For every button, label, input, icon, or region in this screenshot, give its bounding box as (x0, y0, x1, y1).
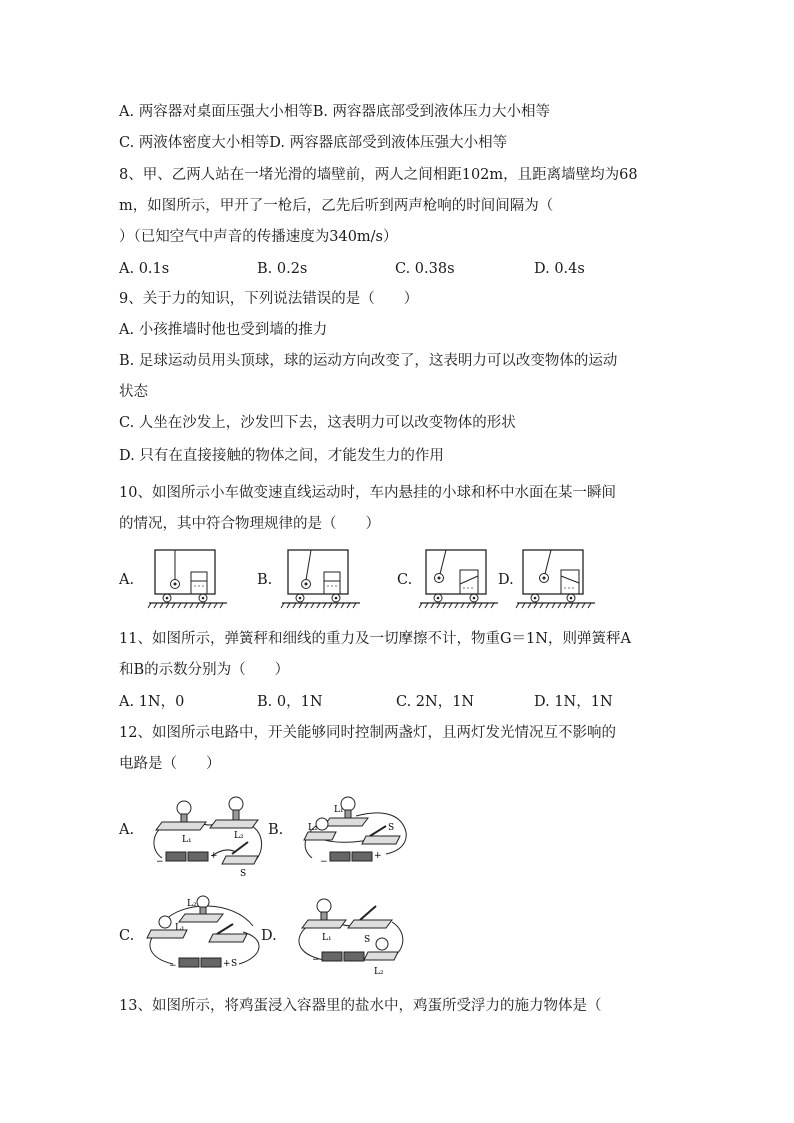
q12-label-a: A. (119, 822, 135, 838)
q8-stem-line1: 8、甲、乙两人站在一堵光滑的墙壁前，两人之间相距102m，且距离墙壁均为68 (119, 167, 638, 183)
q10-figure-b (280, 548, 364, 610)
q12-d-label-minus: − (312, 955, 320, 965)
q8-options (119, 259, 679, 279)
q9-option-d: D. 只有在直接接触的物体之间，才能发生力的作用 (119, 448, 444, 464)
q12-c-label-l1: L₁ (175, 923, 185, 933)
q12-b-label-s: S (388, 823, 395, 833)
q8-option-c: C. 0.38s (395, 261, 455, 277)
q9-stem: 9、关于力的知识，下列说法错误的是（ ） (119, 291, 419, 307)
q10-label-b: B. (257, 572, 273, 588)
q9-option-a: A. 小孩推墙时他也受到墙的推力 (119, 322, 328, 338)
q7-option-cd: C. 两液体密度大小相等D. 两容器底部受到液体压强大小相等 (119, 135, 508, 151)
q10-label-c: C. (397, 572, 413, 588)
q12-circuit-a (148, 792, 268, 878)
q12-a-label-l1: L₁ (182, 835, 192, 845)
q10-figure-a (147, 548, 231, 610)
q8-stem-line3: ）（已知空气中声音的传播速度为340m/s） (119, 229, 398, 245)
q12-label-c: C. (119, 928, 135, 944)
q8-option-d: D. 0.4s (534, 261, 585, 277)
q11-option-a: A. 1N，0 (119, 694, 185, 710)
q8-stem-line2: m，如图所示，甲开了一枪后，乙先后听到两声枪响的时间间隔为（ (119, 198, 554, 214)
q12-c-label-l2: L₂ (187, 899, 197, 909)
q12-b-label-l1: L₁ (334, 805, 344, 815)
q12-stem-line2: 电路是（ ） (119, 756, 221, 772)
q12-b-label-l2: L₂ (308, 823, 318, 833)
q12-a-label-minus: − (156, 857, 164, 867)
q11-option-b: B. 0，1N (257, 694, 323, 710)
q11-options (119, 692, 679, 712)
q11-option-c: C. 2N，1N (396, 694, 475, 710)
q10-figure-d (515, 548, 599, 610)
q12-a-label-s: S (240, 869, 247, 878)
q11-stem-line2: 和B的示数分别为（ ） (119, 662, 290, 678)
q10-stem-line2: 的情况，其中符合物理规律的是（ ） (119, 516, 380, 532)
q12-c-label-plus: + (223, 959, 231, 969)
q9-option-b-line2: 状态 (119, 384, 148, 400)
q12-a-label-plus: + (210, 851, 218, 861)
q10-label-d: D. (498, 572, 514, 588)
q12-c-label-minus: − (169, 961, 177, 971)
q12-a-label-l2: L₂ (234, 831, 244, 841)
q7-option-ab: A. 两容器对桌面压强大小相等B. 两容器底部受到液体压力大小相等 (119, 104, 551, 120)
q12-b-label-minus: − (320, 857, 328, 867)
q10-figure-c (418, 548, 502, 610)
q12-stem-line1: 12、如图所示电路中，开关能够同时控制两盏灯，且两灯发光情况互不影响的 (119, 725, 616, 741)
q12-d-label-l1: L₁ (322, 933, 332, 943)
q11-stem-line1: 11、如图所示，弹簧秤和细线的重力及一切摩擦不计，物重G＝1N，则弹簧秤A (119, 631, 631, 647)
q12-b-label-plus: + (374, 851, 382, 861)
q11-option-d: D. 1N，1N (534, 694, 613, 710)
q12-c-label-s: S (231, 959, 238, 969)
q12-label-d: D. (261, 928, 277, 944)
q9-option-c: C. 人坐在沙发上，沙发凹下去，这表明力可以改变物体的形状 (119, 415, 516, 431)
q12-label-b: B. (268, 822, 284, 838)
q8-option-b: B. 0.2s (257, 261, 308, 277)
q13-stem-line1: 13、如图所示，将鸡蛋浸入容器里的盐水中，鸡蛋所受浮力的施力物体是（ (119, 998, 602, 1014)
q9-option-b-line1: B. 足球运动员用头顶球，球的运动方向改变了，这表明力可以改变物体的运动 (119, 353, 618, 369)
q10-stem-line1: 10、如图所示小车做变速直线运动时，车内悬挂的小球和杯中水面在某一瞬间 (119, 485, 616, 501)
q12-circuit-c (143, 892, 271, 976)
q12-circuit-b (296, 792, 416, 878)
q10-label-a: A. (119, 572, 135, 588)
q12-d-label-s: S (364, 935, 371, 945)
q8-option-a: A. 0.1s (119, 261, 170, 277)
q12-d-label-l2: L₂ (374, 967, 384, 977)
q12-circuit-d (288, 892, 412, 980)
